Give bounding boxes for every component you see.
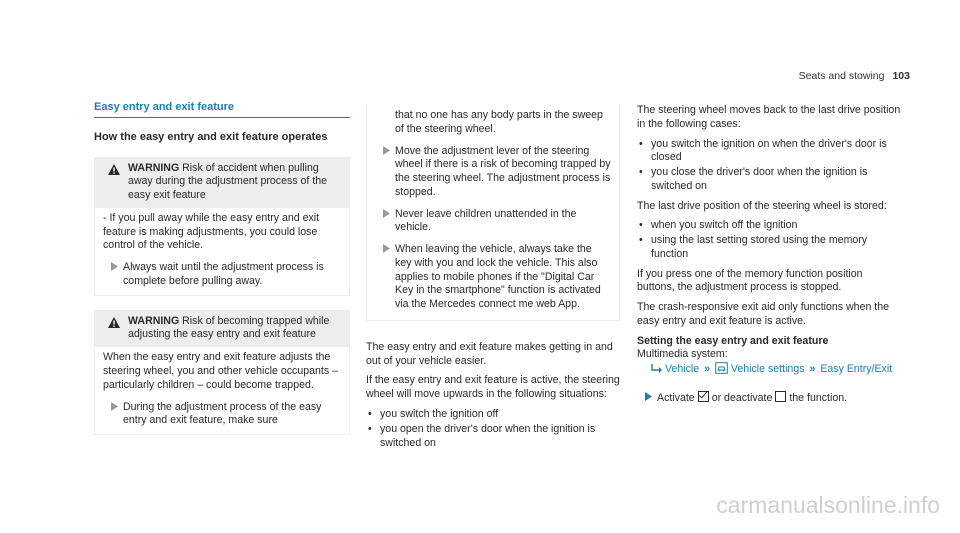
warning-label: WARNING [128,314,180,327]
step-text: Move the adjustment lever of the steering wheel if there is a risk of becoming trapped by the steering wheel. The adjustment process is stopped. [395,144,611,198]
return-arrow-icon [651,364,662,374]
multimedia-label: Multimedia system: [637,348,728,361]
chevron-right-icon: » [704,363,710,376]
warning-header [94,157,350,208]
column-right [637,104,902,406]
setting-heading: Setting the easy entry and exit feature [637,334,829,347]
step-text: When leaving the vehicle, always take the key with you and lock the vehicle. This also applies to mobile phones if the "Digital Car Key in the smartphone" function is activated via the Mercedes connect me web App. [395,243,601,311]
paragraph: If the easy entry and exit feature is active, the steering wheel will move upwards in the following situations: [366,374,620,401]
continued-text: that no one has any body parts in the sweep of the steering wheel. [395,109,603,135]
menu-path [637,362,902,377]
play-arrow-icon [375,145,395,157]
play-arrow-icon [637,391,657,403]
menu-path-easy-entry: Easy Entry/Exit [820,363,893,376]
menu-path-vehicle: Vehicle [664,363,700,376]
header-section: Seats and stowing [798,70,885,82]
paragraph: The easy entry and exit feature makes getting in and out of your vehicle easier. [366,340,613,367]
running-header [799,70,910,84]
column-left [94,100,350,435]
warning-heading: Risk of accident when pulling away during the adjustment process of the easy exit feature [128,161,328,202]
play-arrow-icon [375,208,395,220]
instruction-step [103,261,341,289]
play-arrow-icon [103,401,123,413]
body-text [366,341,620,450]
step-deactivate-text: or deactivate [711,392,773,405]
paragraph: The steering wheel moves back to the last drive position in the following cases: [637,104,901,130]
warning-body [94,208,350,296]
column-middle [366,104,620,456]
step-text: Always wait until the adjustment process is complete before pulling away. [123,261,324,287]
menu-path-vehicle-settings: Vehicle settings [730,363,805,376]
list-item: • when you switch off the ignition [651,219,902,233]
paragraph: If you press one of the memory function position buttons, the adjustment process is stopped. [637,267,863,294]
warning-continuation [366,104,620,321]
watermark: carmanualsonline.info [716,492,940,519]
instruction-step [103,401,341,429]
car-settings-icon [715,362,728,374]
page-number: 103 [892,70,910,82]
bullet-list [366,408,620,450]
section-subtitle: How the easy entry and exit feature operates [94,131,328,144]
list-item: • using the last setting stored using the memory function [651,234,902,262]
warning-header [94,310,350,348]
warning-label: WARNING [128,161,180,174]
step-text: Never leave children unattended in the vehicle. [395,207,577,234]
instruction-step [375,208,611,236]
warning-box-accident [94,157,350,296]
section-title: Easy entry and exit feature [94,100,350,118]
step-function-text: the function. [789,392,848,405]
bullet-list [637,219,902,261]
list-item: • you switch the ignition off [380,408,620,422]
play-arrow-icon [103,261,123,273]
list-item: • you close the driver's door when the ignition is switched on [651,166,902,194]
instruction-step [637,391,902,406]
play-arrow-icon [375,243,395,255]
step-text: During the adjustment process of the easy entry and exit feature, make sure [123,400,322,427]
warning-triangle-icon [108,317,120,328]
list-item: • you open the driver's door when the ignition is switched on [380,423,620,451]
checked-box-icon [698,391,709,402]
list-item: • you switch the ignition on when the driver's door is closed [651,138,902,166]
instruction-step [375,145,611,200]
paragraph: The last drive position of the steering wheel is stored: [637,199,887,212]
warning-body [94,347,350,435]
warning-box-trapped [94,310,350,435]
step-activate-text: Activate [657,392,695,405]
unchecked-box-icon [775,391,786,402]
paragraph: The crash-responsive exit aid only functions when the easy entry and exit feature is active. [637,301,890,327]
chevron-right-icon: » [809,363,816,376]
warning-triangle-icon [108,164,120,175]
bullet-list [637,138,902,194]
warning-text: When the easy entry and exit feature adjusts the steering wheel, you and other vehicle occupants – particularly children – could become trapped. [103,351,338,391]
warning-text: - If you pull away while the easy entry and exit feature is making adjustments, you could lose control of the vehicle. [103,211,320,252]
warning-heading: Risk of becoming trapped while adjusting the easy entry and exit feature [128,314,330,341]
instruction-step [375,243,611,312]
